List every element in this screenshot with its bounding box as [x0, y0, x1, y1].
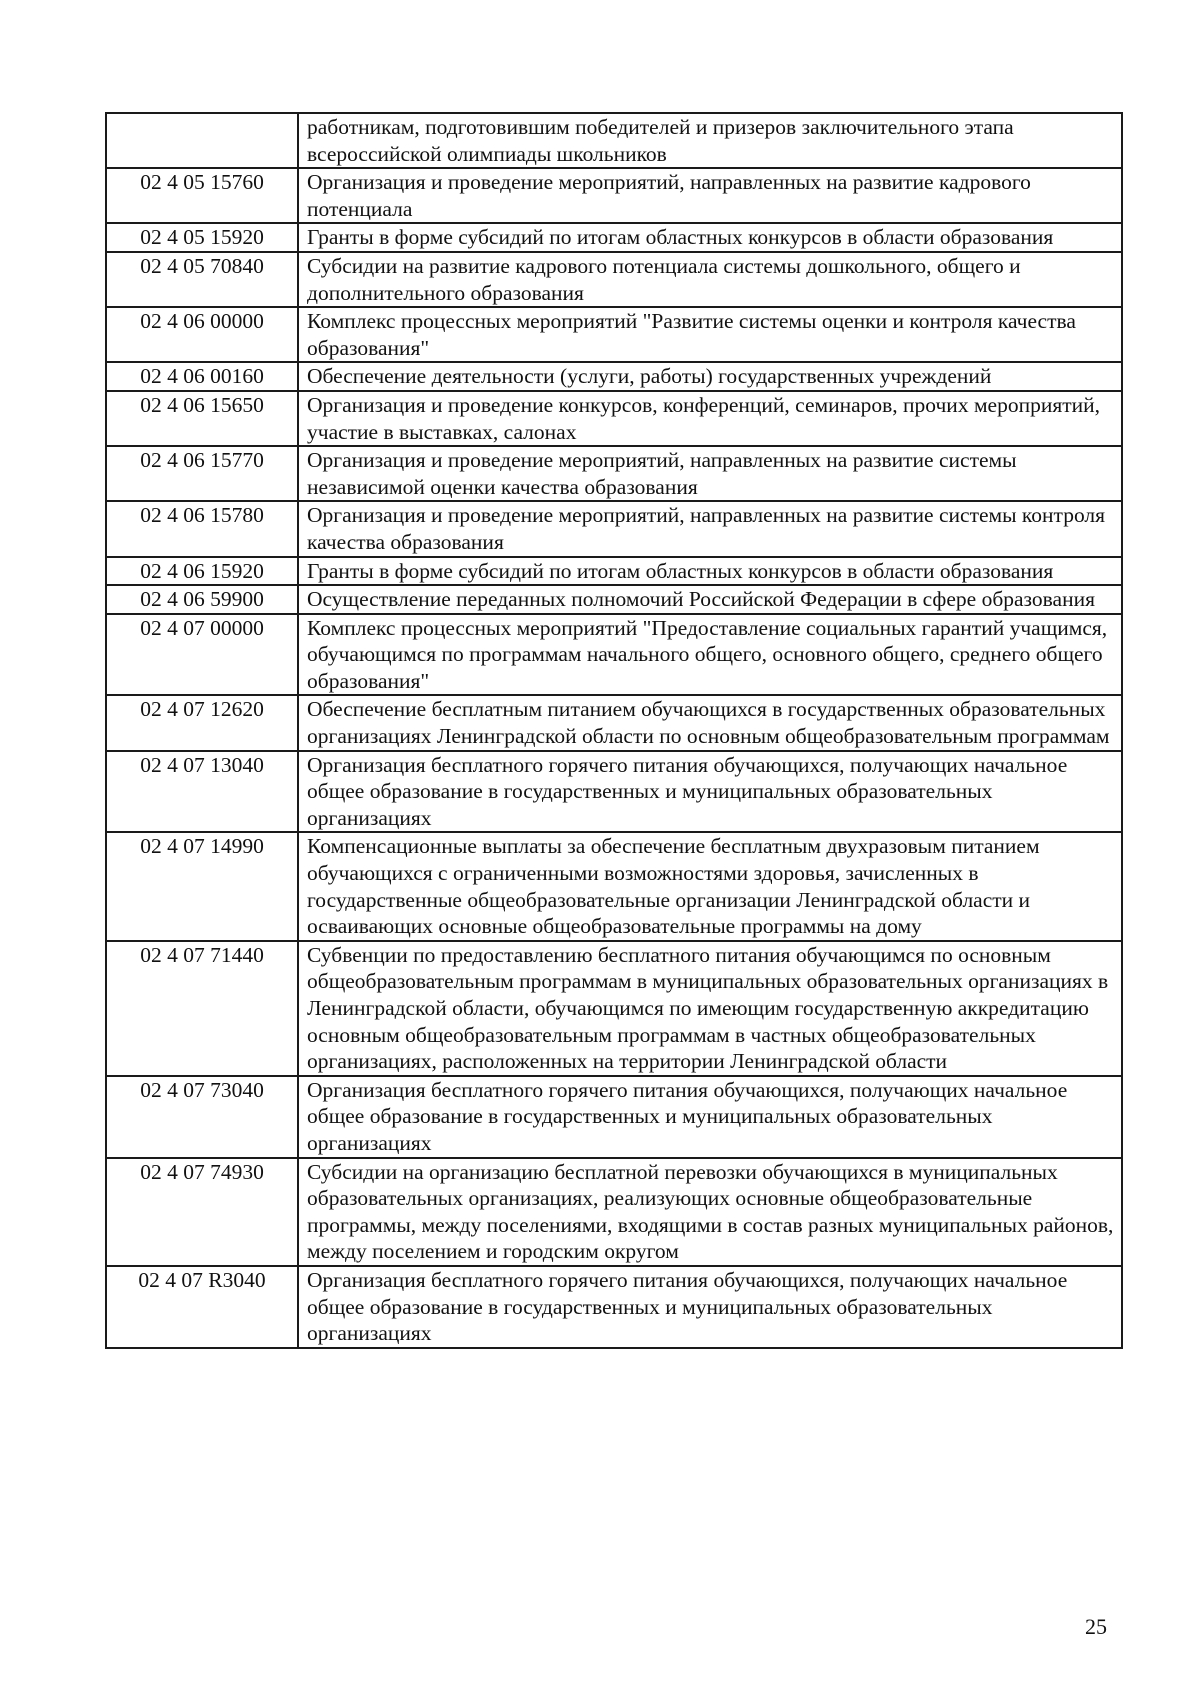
table-row [106, 614, 1122, 696]
table-row [106, 941, 1122, 1076]
description-cell: Организация и проведение мероприятий, направленных на развитие системы независимой оценки качества образования [298, 446, 1122, 501]
budget-code-table [105, 112, 1123, 1349]
table-row [106, 557, 1122, 586]
code-cell: 02 4 07 12620 [106, 695, 298, 750]
code-cell: 02 4 07 74930 [106, 1158, 298, 1266]
table-row [106, 1076, 1122, 1158]
code-cell: 02 4 06 15770 [106, 446, 298, 501]
description-cell: Организация и проведение мероприятий, направленных на развитие кадрового потенциала [298, 168, 1122, 223]
table-row [106, 446, 1122, 501]
table-row [106, 1158, 1122, 1266]
code-cell: 02 4 06 15650 [106, 391, 298, 446]
description-cell: Субсидии на развитие кадрового потенциала системы дошкольного, общего и дополнительного образования [298, 252, 1122, 307]
code-cell: 02 4 05 70840 [106, 252, 298, 307]
table-row [106, 168, 1122, 223]
table-row [106, 585, 1122, 614]
code-cell: 02 4 07 73040 [106, 1076, 298, 1158]
description-cell: Обеспечение деятельности (услуги, работы) государственных учреждений [298, 362, 1122, 391]
code-cell: 02 4 05 15920 [106, 223, 298, 252]
description-cell: Субсидии на организацию бесплатной перевозки обучающихся в муниципальных образовательных организациях, реализующих основные общеобразовательные программы, между поселениями, входящими в состав разных муниципальных районов, между поселением и городским округом [298, 1158, 1122, 1266]
code-cell: 02 4 06 00000 [106, 307, 298, 362]
code-cell: 02 4 05 15760 [106, 168, 298, 223]
code-cell: 02 4 07 00000 [106, 614, 298, 696]
description-cell: Субвенции по предоставлению бесплатного питания обучающимся по основным общеобразовательным программам в муниципальных образовательных организациях в Ленинградской области, обучающимся по имеющим государственную аккредитацию основным общеобразовательным программам в частных общеобразовательных организациях, расположенных на территории Ленинградской области [298, 941, 1122, 1076]
code-cell [106, 113, 298, 168]
table-body [106, 113, 1122, 1348]
table-row [106, 252, 1122, 307]
table-row [106, 501, 1122, 556]
description-cell: Компенсационные выплаты за обеспечение бесплатным двухразовым питанием обучающихся с ограниченными возможностями здоровья, зачисленных в государственные общеобразовательные организации Ленинградской области и осваивающих основные общеобразовательные программы на дому [298, 832, 1122, 940]
description-cell: Гранты в форме субсидий по итогам областных конкурсов в области образования [298, 223, 1122, 252]
description-cell: Организация бесплатного горячего питания обучающихся, получающих начальное общее образование в государственных и муниципальных образовательных организациях [298, 1076, 1122, 1158]
description-cell: работникам, подготовившим победителей и призеров заключительного этапа всероссийской олимпиады школьников [298, 113, 1122, 168]
description-cell: Организация бесплатного горячего питания обучающихся, получающих начальное общее образование в государственных и муниципальных образовательных организациях [298, 1266, 1122, 1348]
description-cell: Гранты в форме субсидий по итогам областных конкурсов в области образования [298, 557, 1122, 586]
table-row [106, 695, 1122, 750]
code-cell: 02 4 06 00160 [106, 362, 298, 391]
code-cell: 02 4 06 15920 [106, 557, 298, 586]
description-cell: Организация и проведение мероприятий, направленных на развитие системы контроля качества образования [298, 501, 1122, 556]
description-cell: Осуществление переданных полномочий Российской Федерации в сфере образования [298, 585, 1122, 614]
table-row [106, 223, 1122, 252]
page-number: 25 [1085, 1614, 1107, 1639]
code-cell: 02 4 07 R3040 [106, 1266, 298, 1348]
table-row [106, 307, 1122, 362]
table-row [106, 391, 1122, 446]
code-cell: 02 4 06 15780 [106, 501, 298, 556]
code-cell: 02 4 06 59900 [106, 585, 298, 614]
table-row [106, 1266, 1122, 1348]
description-cell: Организация и проведение конкурсов, конференций, семинаров, прочих мероприятий, участие в выставках, салонах [298, 391, 1122, 446]
table-row [106, 832, 1122, 940]
description-cell: Комплекс процессных мероприятий "Развитие системы оценки и контроля качества образования" [298, 307, 1122, 362]
table-row [106, 113, 1122, 168]
code-cell: 02 4 07 13040 [106, 751, 298, 833]
code-cell: 02 4 07 14990 [106, 832, 298, 940]
table-row [106, 362, 1122, 391]
description-cell: Комплекс процессных мероприятий "Предоставление социальных гарантий учащимся, обучающимся по программам начального общего, основного общего, среднего общего образования" [298, 614, 1122, 696]
description-cell: Обеспечение бесплатным питанием обучающихся в государственных образовательных организациях Ленинградской области по основным общеобразовательным программам [298, 695, 1122, 750]
code-cell: 02 4 07 71440 [106, 941, 298, 1076]
description-cell: Организация бесплатного горячего питания обучающихся, получающих начальное общее образование в государственных и муниципальных образовательных организациях [298, 751, 1122, 833]
table-row [106, 751, 1122, 833]
